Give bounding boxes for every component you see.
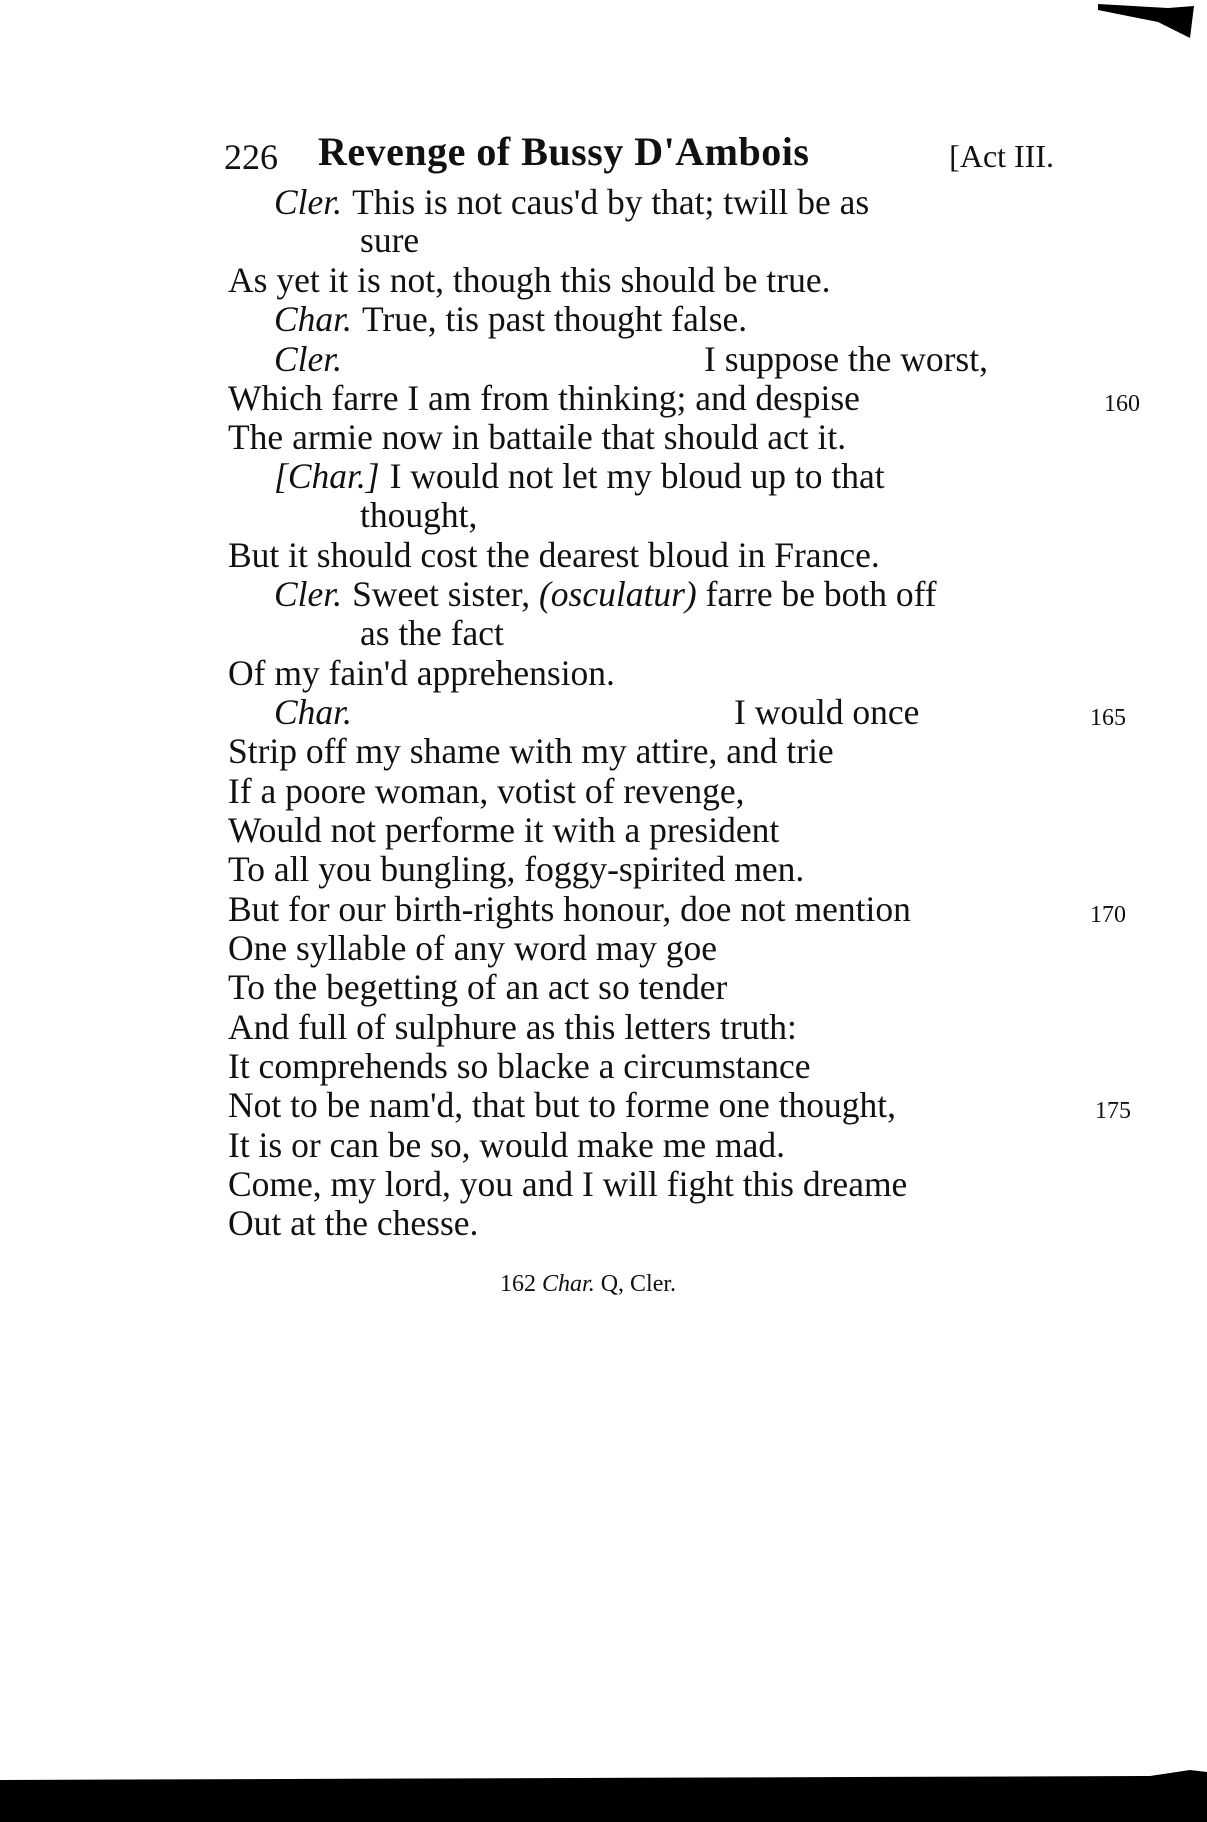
- speech-text: True, tis past thought false.: [361, 299, 748, 339]
- speech-text: It comprehends so blacke a circumstance: [228, 1046, 811, 1086]
- corner-arrow-mark: [1098, 0, 1194, 40]
- act-label: [Act III.: [949, 138, 1054, 174]
- speech-text: farre be both off: [705, 574, 937, 614]
- verse-line: [360, 218, 1207, 263]
- verse-line: [360, 493, 1207, 538]
- footnote: [500, 1266, 900, 1302]
- footnote-reading: Q, Cler.: [600, 1271, 677, 1297]
- speech-text: One syllable of any word may goe: [228, 928, 717, 968]
- page-header: [224, 128, 1064, 180]
- speech-text: Which farre I am from thinking; and despise: [228, 378, 860, 418]
- verse-line: [228, 1083, 1128, 1128]
- line-number: 160: [1104, 391, 1140, 417]
- speaker-name: Cler.: [274, 574, 343, 614]
- page-number: 226: [224, 137, 278, 177]
- speech-text: But for our birth-rights honour, doe not mention: [228, 889, 911, 929]
- verse-line: [360, 611, 1207, 656]
- speech-text: I would once: [734, 692, 920, 732]
- speech-text: But it should cost the dearest bloud in France.: [228, 535, 880, 575]
- verse-line: [228, 729, 1128, 774]
- speech-text: Of my fain'd apprehension.: [228, 653, 615, 693]
- speech-text: To all you bungling, foggy-spirited men.: [228, 849, 805, 889]
- speech-text: As yet it is not, though this should be true.: [228, 260, 831, 300]
- speech-text: The armie now in battaile that should act it.: [228, 417, 847, 457]
- speech-text: If a poore woman, votist of revenge,: [228, 771, 745, 811]
- speech-text: Come, my lord, you and I will fight this dreame: [228, 1164, 908, 1204]
- line-number: 165: [1090, 705, 1126, 731]
- speech-text: I suppose the worst,: [704, 339, 988, 379]
- speech-text: Sweet sister,: [352, 574, 531, 614]
- speech-text: This is not caus'd by that; twill be as: [352, 182, 870, 222]
- speech-text: I would not let my bloud up to that: [389, 456, 885, 496]
- verse-line: [228, 965, 1128, 1010]
- speech-text: Out at the chesse.: [228, 1203, 479, 1243]
- speech-text: It is or can be so, would make me mad.: [228, 1125, 786, 1165]
- speech-text: as the fact: [360, 613, 504, 653]
- speaker-name: Char.: [274, 692, 352, 732]
- speaker-name: [Char.]: [274, 456, 380, 496]
- verse-line: [274, 297, 1174, 342]
- footnote-speaker: Char.: [542, 1271, 595, 1297]
- verse-line: [228, 1201, 1128, 1246]
- speech-text: Would not performe it with a president: [228, 810, 780, 850]
- speech-text: Strip off my shame with my attire, and trie: [228, 731, 834, 771]
- speaker-name: Char.: [274, 299, 352, 339]
- footnote-line-ref: 162: [500, 1271, 536, 1297]
- speaker-name: Cler.: [274, 182, 343, 222]
- speech-text: thought,: [360, 495, 478, 535]
- bottom-edge-bar: [0, 1770, 1207, 1822]
- speech-text: And full of sulphure as this letters truth:: [228, 1007, 797, 1047]
- speech-text: Not to be nam'd, that but to forme one thought,: [228, 1085, 896, 1125]
- line-number: 175: [1095, 1098, 1131, 1124]
- verse-line: [228, 847, 1128, 892]
- running-title: Revenge of Bussy D'Ambois: [318, 129, 810, 174]
- line-number: 170: [1090, 902, 1126, 928]
- stage-direction: (osculatur): [538, 574, 697, 614]
- speech-text: sure: [360, 220, 420, 260]
- speaker-name: Cler.: [274, 339, 343, 379]
- speech-text: To the begetting of an act so tender: [228, 967, 728, 1007]
